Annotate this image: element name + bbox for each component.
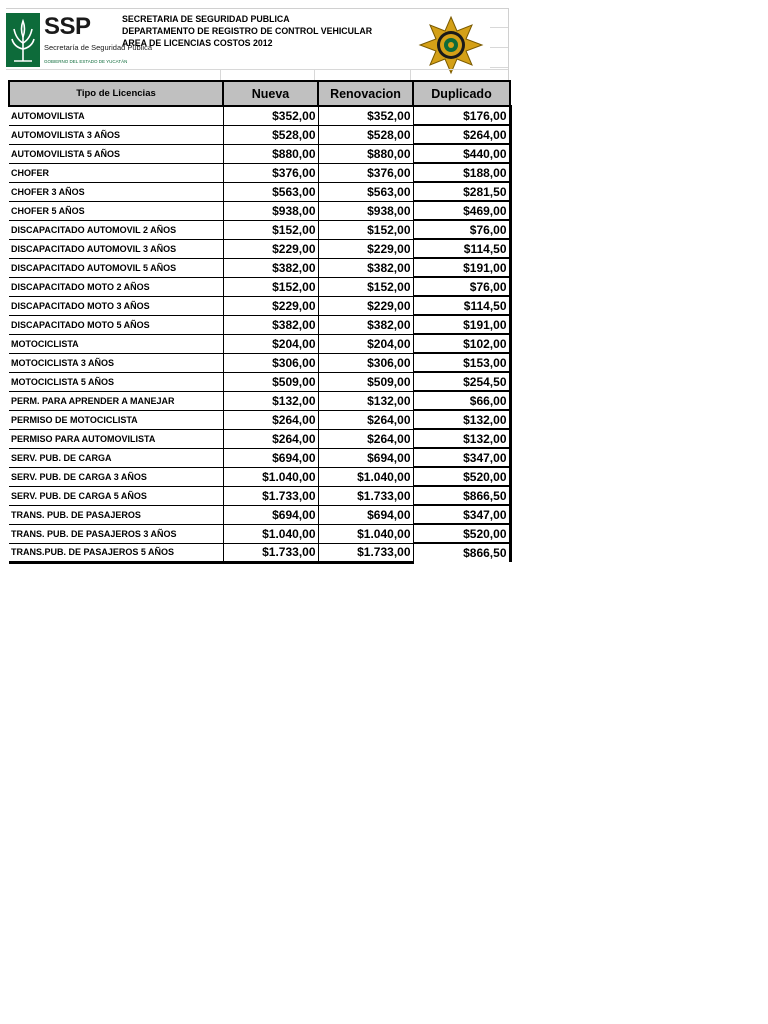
table-row xyxy=(9,410,510,429)
table-row xyxy=(9,372,510,391)
row-renovacion: $152,00 xyxy=(318,277,413,296)
header-line-1: SECRETARIA DE SEGURIDAD PUBLICA xyxy=(122,14,290,24)
logo-subtitle: Secretaría de Seguridad Pública xyxy=(44,43,152,52)
row-duplicado: $347,00 xyxy=(413,448,510,467)
row-nueva: $694,00 xyxy=(223,505,318,524)
row-tipo: PERMISO DE MOTOCICLISTA xyxy=(9,410,223,429)
row-renovacion: $509,00 xyxy=(318,372,413,391)
row-duplicado: $191,00 xyxy=(413,258,510,277)
column-header-renovacion: Renovacion xyxy=(318,81,413,106)
row-tipo: AUTOMOVILISTA 5 AÑOS xyxy=(9,144,223,163)
table-row xyxy=(9,182,510,201)
row-tipo: DISCAPACITADO AUTOMOVIL 5 AÑOS xyxy=(9,258,223,277)
row-duplicado: $76,00 xyxy=(413,220,510,239)
row-tipo: MOTOCICLISTA 5 AÑOS xyxy=(9,372,223,391)
document-header xyxy=(6,8,509,81)
table-row xyxy=(9,296,510,315)
row-renovacion: $382,00 xyxy=(318,315,413,334)
row-tipo: DISCAPACITADO AUTOMOVIL 3 AÑOS xyxy=(9,239,223,258)
row-duplicado: $281,50 xyxy=(413,182,510,201)
row-nueva: $563,00 xyxy=(223,182,318,201)
table-row xyxy=(9,220,510,239)
row-tipo: SERV. PUB. DE CARGA xyxy=(9,448,223,467)
row-renovacion: $1.733,00 xyxy=(318,543,413,562)
row-duplicado: $866,50 xyxy=(413,543,510,562)
table-row xyxy=(9,106,510,125)
row-duplicado: $102,00 xyxy=(413,334,510,353)
row-duplicado: $114,50 xyxy=(413,239,510,258)
row-tipo: DISCAPACITADO MOTO 2 AÑOS xyxy=(9,277,223,296)
row-renovacion: $880,00 xyxy=(318,144,413,163)
row-duplicado: $153,00 xyxy=(413,353,510,372)
column-header-nueva: Nueva xyxy=(223,81,318,106)
license-fees-table xyxy=(8,80,512,564)
row-nueva: $229,00 xyxy=(223,239,318,258)
table-row xyxy=(9,144,510,163)
table-row xyxy=(9,277,510,296)
row-renovacion: $694,00 xyxy=(318,448,413,467)
row-renovacion: $204,00 xyxy=(318,334,413,353)
table-row xyxy=(9,353,510,372)
row-duplicado: $520,00 xyxy=(413,467,510,486)
row-tipo: MOTOCICLISTA xyxy=(9,334,223,353)
row-nueva: $152,00 xyxy=(223,277,318,296)
row-renovacion: $352,00 xyxy=(318,106,413,125)
row-nueva: $938,00 xyxy=(223,201,318,220)
row-renovacion: $1.733,00 xyxy=(318,486,413,505)
row-tipo: AUTOMOVILISTA xyxy=(9,106,223,125)
row-nueva: $204,00 xyxy=(223,334,318,353)
row-nueva: $264,00 xyxy=(223,410,318,429)
row-tipo: PERM. PARA APRENDER A MANEJAR xyxy=(9,391,223,410)
row-duplicado: $191,00 xyxy=(413,315,510,334)
ssp-logo xyxy=(6,13,152,67)
row-renovacion: $264,00 xyxy=(318,429,413,448)
row-duplicado: $866,50 xyxy=(413,486,510,505)
row-renovacion: $264,00 xyxy=(318,410,413,429)
row-duplicado: $347,00 xyxy=(413,505,510,524)
logo-government: GOBIERNO DEL ESTADO DE YUCATÁN xyxy=(44,59,128,64)
row-nueva: $509,00 xyxy=(223,372,318,391)
table-row xyxy=(9,391,510,410)
table-row xyxy=(9,239,510,258)
row-renovacion: $152,00 xyxy=(318,220,413,239)
row-tipo: DISCAPACITADO MOTO 3 AÑOS xyxy=(9,296,223,315)
row-nueva: $382,00 xyxy=(223,258,318,277)
column-header-tipo: Tipo de Licencias xyxy=(9,81,223,106)
row-renovacion: $229,00 xyxy=(318,296,413,315)
row-renovacion: $376,00 xyxy=(318,163,413,182)
table-row xyxy=(9,505,510,524)
row-nueva: $880,00 xyxy=(223,144,318,163)
row-renovacion: $528,00 xyxy=(318,125,413,144)
table-row xyxy=(9,334,510,353)
table-row xyxy=(9,163,510,182)
row-renovacion: $306,00 xyxy=(318,353,413,372)
tree-emblem-icon xyxy=(6,13,40,67)
row-duplicado: $264,00 xyxy=(413,125,510,144)
row-renovacion: $694,00 xyxy=(318,505,413,524)
table-row xyxy=(9,258,510,277)
row-tipo: CHOFER 3 AÑOS xyxy=(9,182,223,201)
police-star-badge-icon xyxy=(414,15,488,75)
row-nueva: $352,00 xyxy=(223,106,318,125)
row-tipo: TRANS.PUB. DE PASAJEROS 5 AÑOS xyxy=(9,543,223,562)
row-tipo: AUTOMOVILISTA 3 AÑOS xyxy=(9,125,223,144)
table-row xyxy=(9,125,510,144)
row-duplicado: $66,00 xyxy=(413,391,510,410)
table-row xyxy=(9,429,510,448)
row-duplicado: $469,00 xyxy=(413,201,510,220)
row-duplicado: $520,00 xyxy=(413,524,510,543)
row-duplicado: $176,00 xyxy=(413,106,510,125)
row-nueva: $229,00 xyxy=(223,296,318,315)
header-line-2: DEPARTAMENTO DE REGISTRO DE CONTROL VEHICULAR xyxy=(122,26,373,36)
row-renovacion: $563,00 xyxy=(318,182,413,201)
row-duplicado: $188,00 xyxy=(413,163,510,182)
header-line-3: AREA DE LICENCIAS COSTOS 2012 xyxy=(122,38,273,48)
row-tipo: DISCAPACITADO MOTO 5 AÑOS xyxy=(9,315,223,334)
row-nueva: $306,00 xyxy=(223,353,318,372)
row-tipo: DISCAPACITADO AUTOMOVIL 2 AÑOS xyxy=(9,220,223,239)
row-duplicado: $76,00 xyxy=(413,277,510,296)
row-renovacion: $382,00 xyxy=(318,258,413,277)
row-nueva: $694,00 xyxy=(223,448,318,467)
row-duplicado: $132,00 xyxy=(413,410,510,429)
table-header-row xyxy=(9,81,510,106)
row-nueva: $382,00 xyxy=(223,315,318,334)
table-row xyxy=(9,315,510,334)
row-renovacion: $1.040,00 xyxy=(318,467,413,486)
header-text xyxy=(122,13,372,49)
row-nueva: $264,00 xyxy=(223,429,318,448)
row-nueva: $152,00 xyxy=(223,220,318,239)
table-row xyxy=(9,201,510,220)
row-tipo: SERV. PUB. DE CARGA 5 AÑOS xyxy=(9,486,223,505)
table-row xyxy=(9,467,510,486)
row-renovacion: $938,00 xyxy=(318,201,413,220)
row-tipo: TRANS. PUB. DE PASAJEROS xyxy=(9,505,223,524)
row-duplicado: $132,00 xyxy=(413,429,510,448)
logo-title: SSP xyxy=(44,13,91,40)
row-renovacion: $1.040,00 xyxy=(318,524,413,543)
column-header-duplicado: Duplicado xyxy=(413,81,510,106)
row-renovacion: $229,00 xyxy=(318,239,413,258)
row-tipo: SERV. PUB. DE CARGA 3 AÑOS xyxy=(9,467,223,486)
row-renovacion: $132,00 xyxy=(318,391,413,410)
row-nueva: $1.040,00 xyxy=(223,467,318,486)
row-tipo: MOTOCICLISTA 3 AÑOS xyxy=(9,353,223,372)
row-nueva: $1.040,00 xyxy=(223,524,318,543)
row-nueva: $376,00 xyxy=(223,163,318,182)
table-row xyxy=(9,524,510,543)
table-row xyxy=(9,486,510,505)
row-tipo: CHOFER 5 AÑOS xyxy=(9,201,223,220)
row-nueva: $132,00 xyxy=(223,391,318,410)
row-duplicado: $114,50 xyxy=(413,296,510,315)
table-row xyxy=(9,448,510,467)
row-duplicado: $254,50 xyxy=(413,372,510,391)
row-tipo: PERMISO PARA AUTOMOVILISTA xyxy=(9,429,223,448)
row-duplicado: $440,00 xyxy=(413,144,510,163)
row-nueva: $1.733,00 xyxy=(223,486,318,505)
row-nueva: $528,00 xyxy=(223,125,318,144)
row-nueva: $1.733,00 xyxy=(223,543,318,562)
table-row xyxy=(9,543,510,562)
row-tipo: CHOFER xyxy=(9,163,223,182)
row-tipo: TRANS. PUB. DE PASAJEROS 3 AÑOS xyxy=(9,524,223,543)
